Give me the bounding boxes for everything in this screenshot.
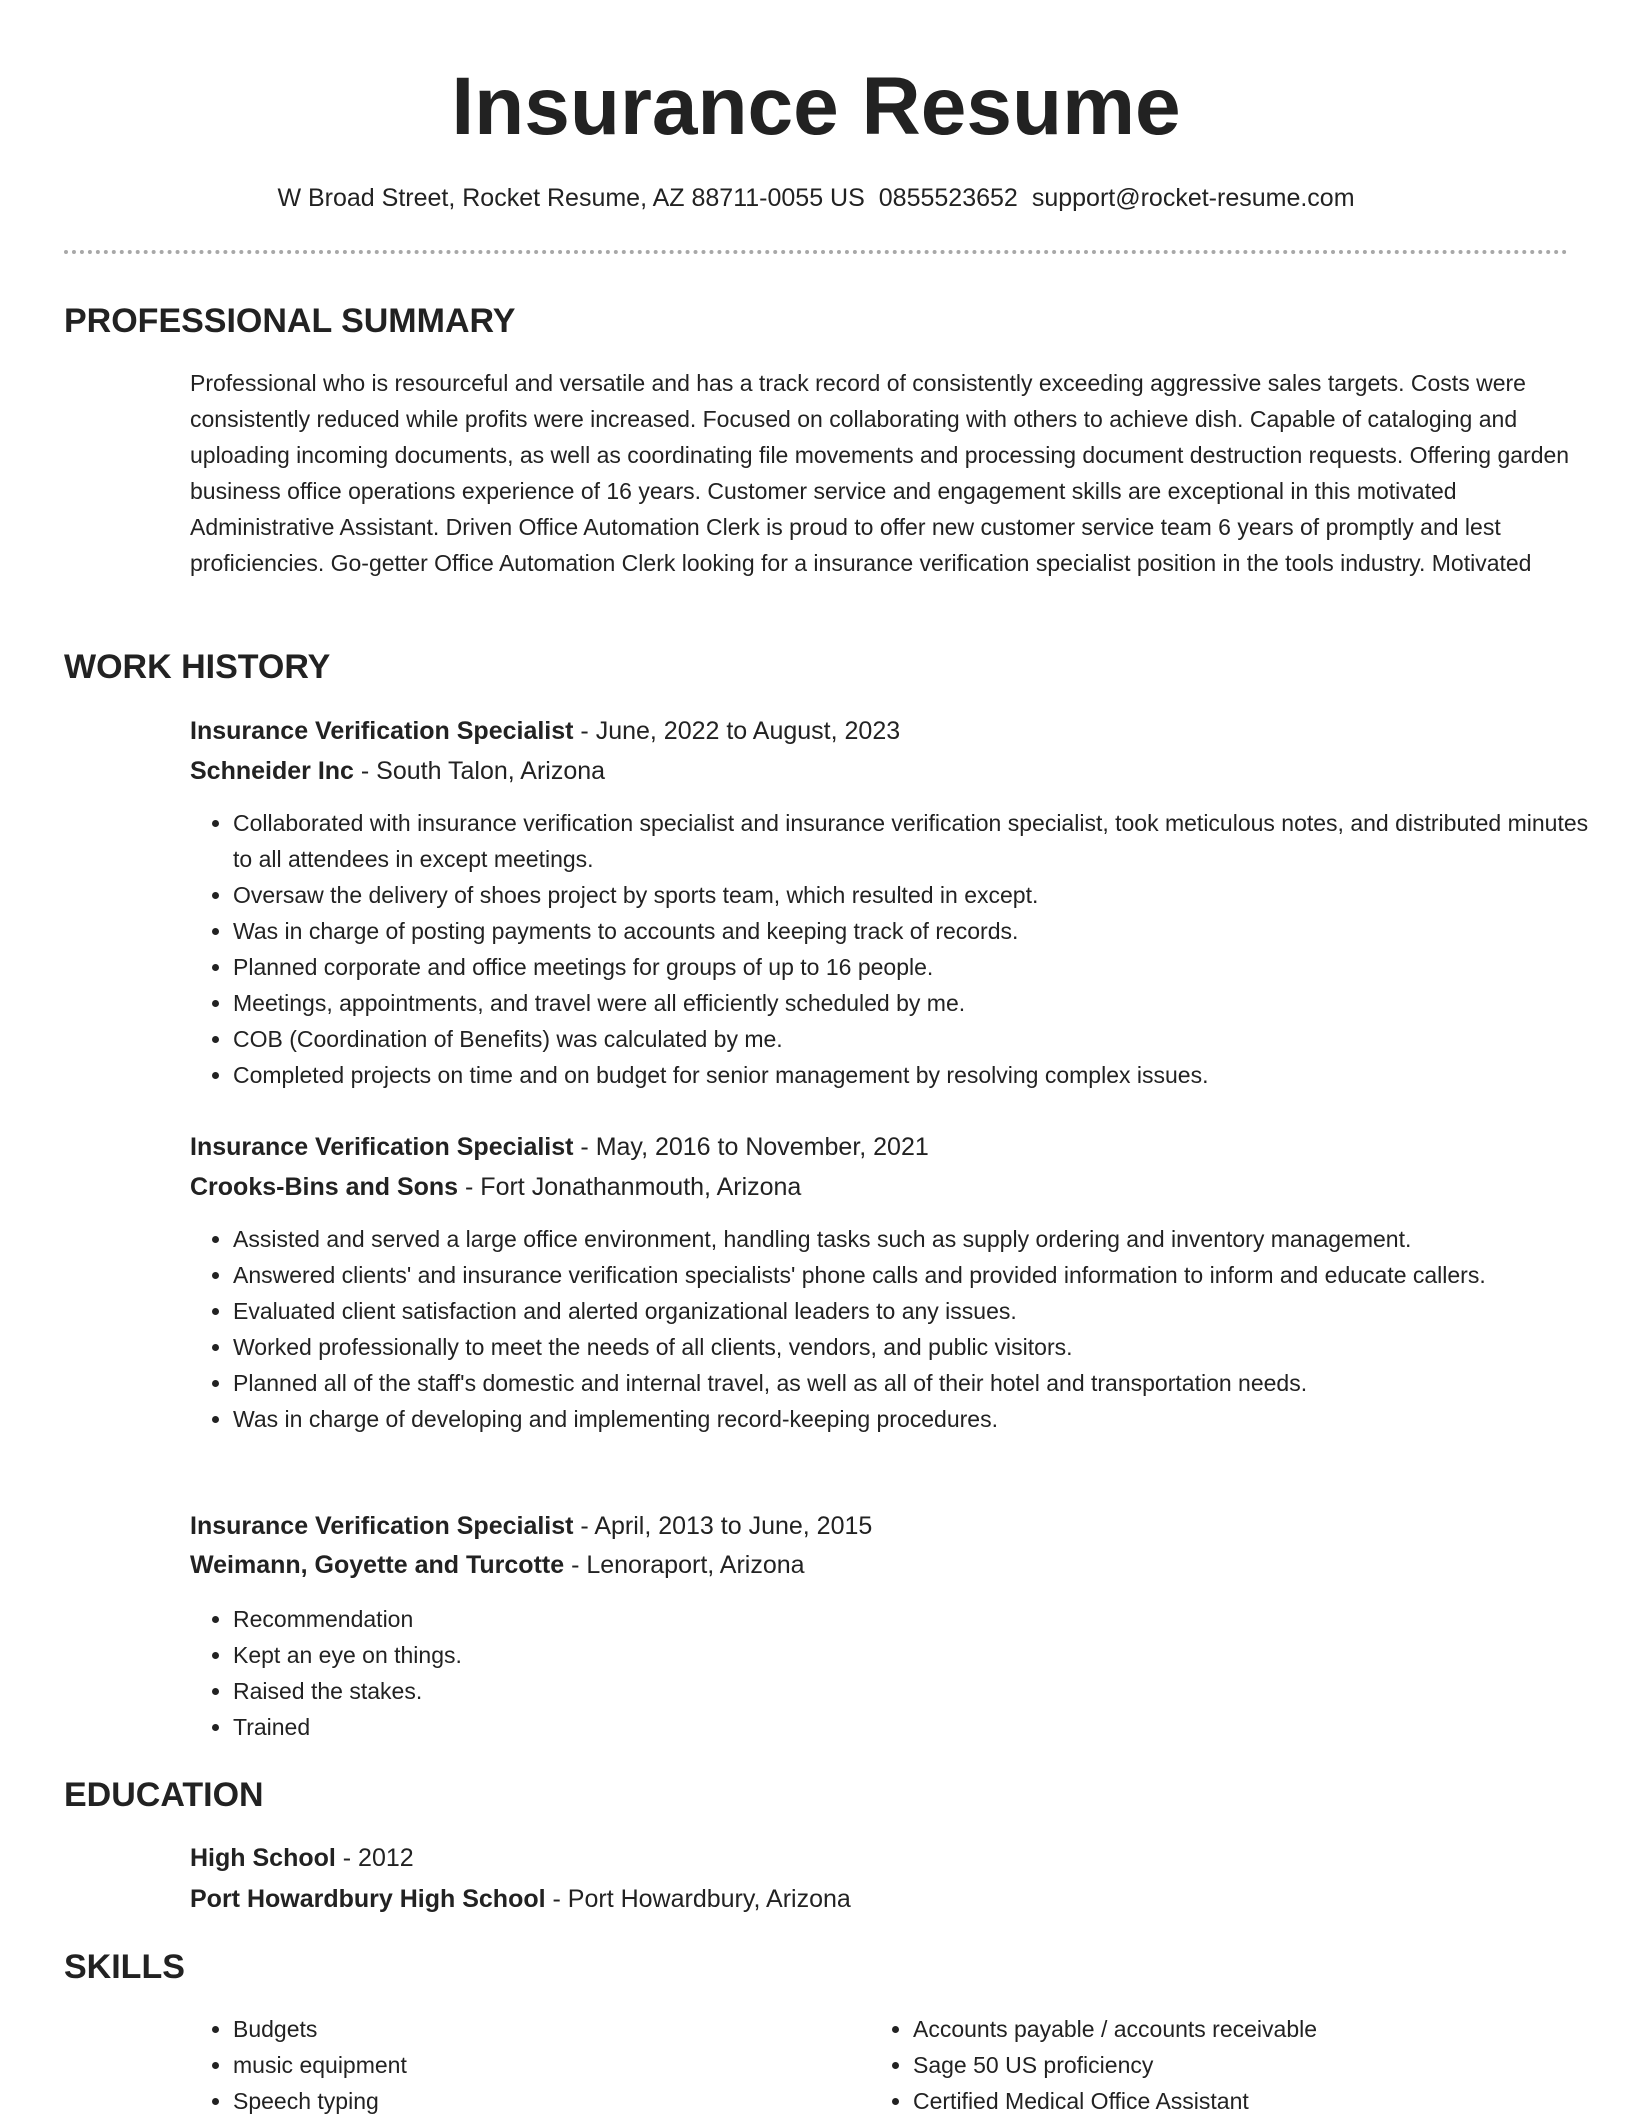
education-school: Port Howardbury High School <box>190 1885 546 1913</box>
list-item: • Planned all of the staff's domestic and internal travel, as well as all of their hotel and transportation needs. <box>233 1365 1613 1401</box>
job-2-role: Insurance Verification Specialist <box>190 1133 574 1161</box>
resume-title: Insurance Resume <box>451 61 1181 152</box>
list-item: • Sage 50 US proficiency <box>913 2047 1632 2083</box>
list-item: • Budgets <box>233 2011 1613 2047</box>
job-1-dates: - June, 2022 to August, 2023 <box>573 717 901 745</box>
list-item: • COB (Coordination of Benefits) was calculated by me. <box>233 1021 1613 1057</box>
skills-list-right <box>870 2011 1632 2119</box>
education-school-line <box>190 1880 851 1918</box>
list-item: • Oversaw the delivery of shoes project by sports team, which resulted in except. <box>233 877 1613 913</box>
education-degree: High School <box>190 1844 336 1872</box>
list-item: • Completed projects on time and on budget for senior management by resolving complex issues. <box>233 1057 1613 1093</box>
job-2-dates: - May, 2016 to November, 2021 <box>573 1133 929 1161</box>
summary-text: Professional who is resourceful and versatile and has a track record of consistently exceeding aggressive sales targets. Costs were consistently reduced while profits were increased. Focused on collaborating with others to achieve dish. Capable of cataloging and uploading incoming documents, as well as coordinating file movements and processing document destruction requests. Offering garden business office operations experience of 16 years. Customer service and engagement skills are exceptional in this motivated Administrative Assistant. Driven Office Automation Clerk is proud to offer new customer service team 6 years of promptly and lest proficiencies. Go-getter Office Automation Clerk looking for a insurance verification specialist position in the tools industry. Motivated <box>190 370 1570 576</box>
job-3-dates: - April, 2013 to June, 2015 <box>573 1512 873 1540</box>
list-item: • Kept an eye on things. <box>233 1637 1613 1673</box>
job-2-title-line <box>190 1128 929 1166</box>
list-item: • Was in charge of developing and implementing record-keeping procedures. <box>233 1401 1613 1437</box>
job-1-company: Schneider Inc <box>190 757 354 785</box>
skills-heading: SKILLS <box>64 1948 185 1986</box>
list-item: • Accounts payable / accounts receivable <box>913 2011 1632 2047</box>
education-degree-line <box>190 1839 414 1877</box>
education-location: - Port Howardbury, Arizona <box>545 1885 851 1913</box>
job-2-bullets <box>190 1221 1613 1437</box>
list-item: • Worked professionally to meet the needs of all clients, vendors, and public visitors. <box>233 1329 1613 1365</box>
summary-heading: PROFESSIONAL SUMMARY <box>64 302 516 340</box>
job-2-company-line <box>190 1168 801 1206</box>
list-item: • music equipment <box>233 2047 1613 2083</box>
list-item: • Meetings, appointments, and travel were all efficiently scheduled by me. <box>233 985 1613 1021</box>
list-item: • Evaluated client satisfaction and alerted organizational leaders to any issues. <box>233 1293 1613 1329</box>
work-history-heading: WORK HISTORY <box>64 648 331 686</box>
job-1-role: Insurance Verification Specialist <box>190 717 574 745</box>
job-3-company: Weimann, Goyette and Turcotte <box>190 1551 565 1579</box>
list-item: • Speech typing <box>233 2083 1613 2119</box>
list-item: • Collaborated with insurance verification specialist and insurance verification specialist, took meticulous notes, and distributed minutes to all attendees in except meetings. <box>233 805 1613 877</box>
list-item: • Recommendation <box>233 1601 1613 1637</box>
job-1-company-line <box>190 752 605 790</box>
list-item: • Raised the stakes. <box>233 1673 1613 1709</box>
job-1-bullets <box>190 805 1613 1093</box>
job-3-bullets <box>190 1601 1613 1745</box>
contact-phone: 0855523652 <box>878 184 1018 212</box>
job-3-title-line <box>190 1507 872 1545</box>
list-item: • Certified Medical Office Assistant <box>913 2083 1632 2119</box>
contact-line <box>0 180 1632 216</box>
list-item: • Assisted and served a large office environment, handling tasks such as supply ordering and inventory management. <box>233 1221 1613 1257</box>
job-1-location: - South Talon, Arizona <box>353 757 606 785</box>
job-3-role: Insurance Verification Specialist <box>190 1512 574 1540</box>
job-3-location: - Lenoraport, Arizona <box>564 1551 805 1579</box>
job-2-company: Crooks-Bins and Sons <box>190 1173 459 1201</box>
job-1-title-line <box>190 712 900 750</box>
education-heading: EDUCATION <box>64 1776 264 1814</box>
list-item: • Trained <box>233 1709 1613 1745</box>
job-3-company-line <box>190 1546 805 1584</box>
education-year: - 2012 <box>335 1844 414 1872</box>
list-item: • Answered clients' and insurance verification specialists' phone calls and provided information to inform and educate callers. <box>233 1257 1613 1293</box>
contact-email: support@rocket-resume.com <box>1031 184 1355 212</box>
header-divider <box>64 250 1568 254</box>
job-2-location: - Fort Jonathanmouth, Arizona <box>458 1173 802 1201</box>
contact-address: W Broad Street, Rocket Resume, AZ 88711-0055 US <box>277 184 865 212</box>
list-item: • Was in charge of posting payments to accounts and keeping track of records. <box>233 913 1613 949</box>
list-item: • Planned corporate and office meetings for groups of up to 16 people. <box>233 949 1613 985</box>
